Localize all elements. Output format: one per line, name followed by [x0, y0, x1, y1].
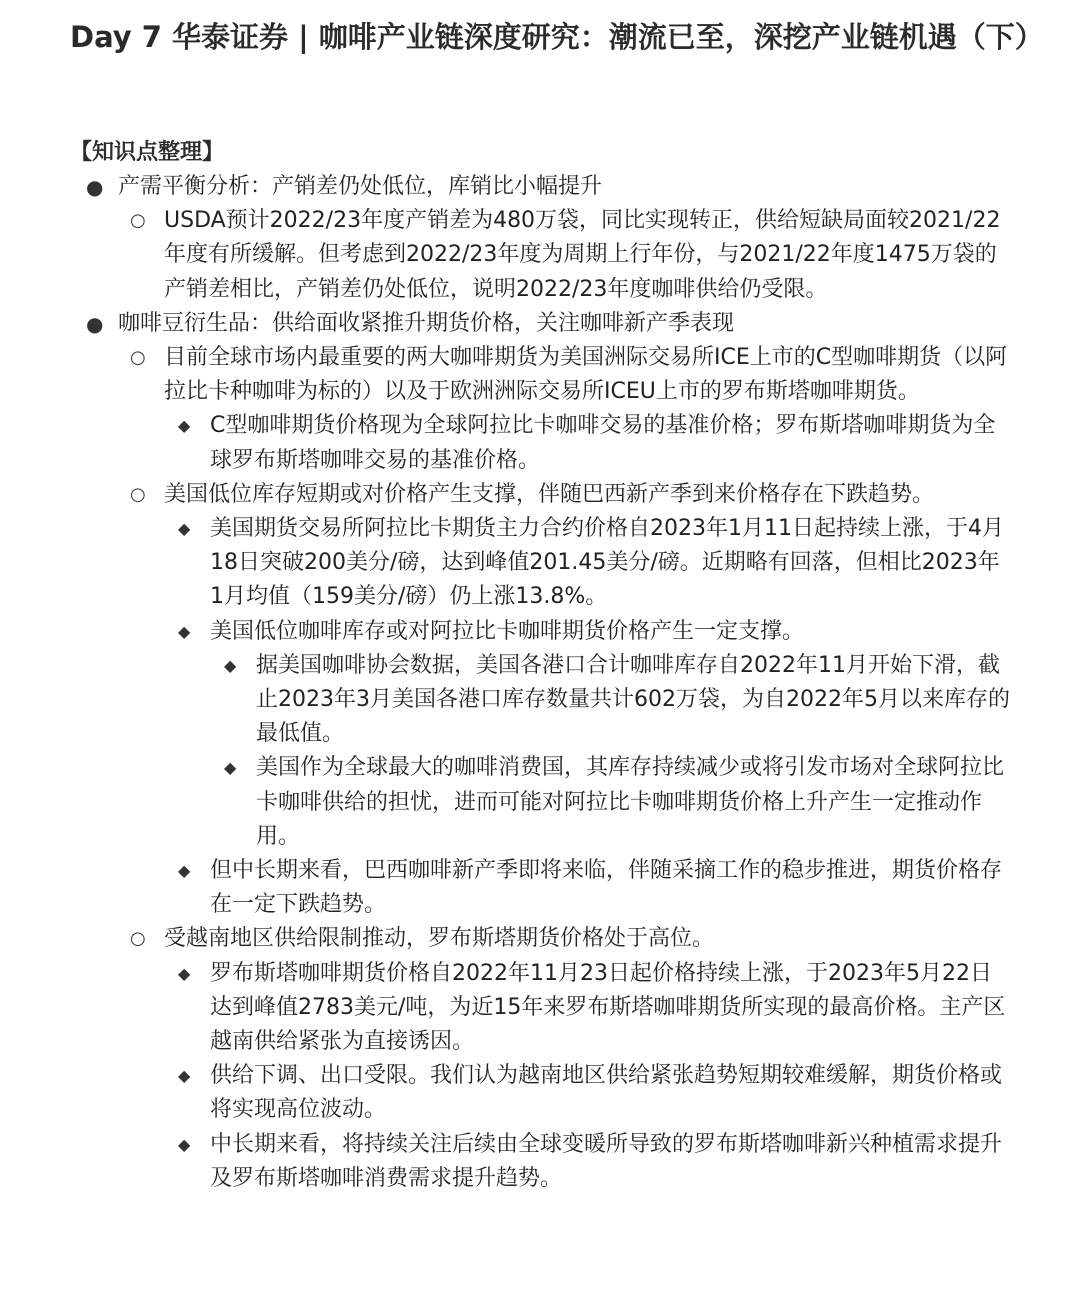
list-item-text: 罗布斯塔咖啡期货价格自2022年11月23日起价格持续上涨，于2023年5月22日达到峰值2783美元/吨，为近15年来罗布斯塔咖啡期货所实现的最高价格。主产区越南供给紧张为直接诱因。 [210, 960, 1006, 1055]
list-item-text: 产需平衡分析：产销差仍处低位，库销比小幅提升 [118, 174, 603, 199]
list-item [0, 957, 1010, 1060]
bullet-diamond-icon: ◆ [224, 655, 237, 675]
section-label: 【知识点整理】 [70, 140, 225, 165]
list-item [0, 1059, 1010, 1127]
list-item [0, 854, 1010, 922]
list-item-text: 目前全球市场内最重要的两大咖啡期货为美国洲际交易所ICE上市的C型咖啡期货（以阿拉比卡种咖啡为标的）以及于欧洲洲际交易所ICEU上市的罗布斯塔咖啡期货。 [164, 345, 1008, 405]
bullet-circle-icon: ○ [130, 483, 146, 505]
list-item [0, 204, 1014, 307]
list-item [0, 409, 1010, 477]
list-item [0, 512, 1010, 615]
list-item-text: 但中长期来看，巴西咖啡新产季即将来临，伴随采摘工作的稳步推进，期货价格存在一定下跌趋势。 [210, 858, 1003, 918]
list-item [0, 170, 1018, 204]
bullet-diamond-icon: ◆ [178, 861, 191, 881]
bullet-circle-icon: ○ [130, 210, 146, 232]
bullet-diamond-icon: ◆ [178, 416, 191, 436]
bullet-diamond-icon: ◆ [224, 758, 237, 778]
list-item [0, 751, 1012, 854]
bullet-diamond-icon: ◆ [178, 963, 191, 983]
list-item-text: 美国低位咖啡库存或对阿拉比卡咖啡期货价格产生一定支撑。 [210, 618, 805, 644]
list-item [0, 615, 1010, 649]
list-item-text: USDA预计2022/23年度产销差为480万袋，同比实现转正，供给短缺局面较2021/22年度有所缓解。但考虑到2022/23年度为周期上行年份，与2021/22年度1475万袋的产销差相比，产销差仍处低位，说明2022/23年度咖啡供给仍受限。 [164, 208, 1001, 302]
list-item-text: 中长期来看，将持续关注后续由全球变暖所导致的罗布斯塔咖啡新兴种植需求提升及罗布斯塔咖啡消费需求提升趋势。 [210, 1131, 1003, 1191]
bullet-diamond-icon: ◆ [178, 1134, 191, 1154]
bullet-circle-icon: ○ [130, 347, 146, 369]
list-item [0, 922, 1014, 956]
list-item-text: 美国低位库存短期或对价格产生支撑，伴随巴西新产季到来价格存在下跌趋势。 [164, 481, 935, 507]
list-item-text: C型咖啡期货价格现为全球阿拉比卡咖啡交易的基准价格；罗布斯塔咖啡期货为全球罗布斯塔咖啡交易的基准价格。 [210, 413, 996, 473]
list-item [0, 478, 1014, 512]
list-item-text: 美国作为全球最大的咖啡消费国，其库存持续减少或将引发市场对全球阿拉比卡咖啡供给的担忧，进而可能对阿拉比卡咖啡期货价格上升产生一定推动作用。 [256, 755, 1005, 849]
outline-list [0, 170, 1080, 1196]
list-item-text: 据美国咖啡协会数据，美国各港口合计咖啡库存自2022年11月开始下滑，截止2023年3月美国各港口库存数量共计602万袋，为自2022年5月以来库存的最低值。 [256, 652, 1010, 747]
list-item [0, 1128, 1010, 1196]
bullet-diamond-icon: ◆ [178, 1066, 191, 1086]
list-item [0, 307, 1018, 341]
list-item-text: 受越南地区供给限制推动，罗布斯塔期货价格处于高位。 [164, 926, 715, 952]
bullet-circle-icon: ○ [130, 928, 146, 950]
list-item-text: 美国期货交易所阿拉比卡期货主力合约价格自2023年1月11日起持续上涨，于4月18日突破200美分/磅，达到峰值201.45美分/磅。近期略有回落，但相比2023年1月均值（159美分/磅）仍上涨13.8%。 [210, 516, 1004, 610]
bullet-disc-icon: ● [86, 175, 104, 199]
bullet-diamond-icon: ◆ [178, 621, 191, 641]
list-item-text: 供给下调、出口受限。我们认为越南地区供给紧张趋势短期较难缓解，期货价格或将实现高位波动。 [210, 1063, 1003, 1123]
bullet-disc-icon: ● [86, 311, 104, 336]
list-item [0, 341, 1014, 409]
list-item-text: 咖啡豆衍生品：供给面收紧推升期货价格，关注咖啡新产季表现 [118, 310, 735, 336]
bullet-diamond-icon: ◆ [178, 519, 191, 539]
list-item [0, 649, 1012, 752]
page-title: Day 7 华泰证券 | 咖啡产业链深度研究：潮流已至，深挖产业链机遇（下） [70, 20, 1044, 54]
